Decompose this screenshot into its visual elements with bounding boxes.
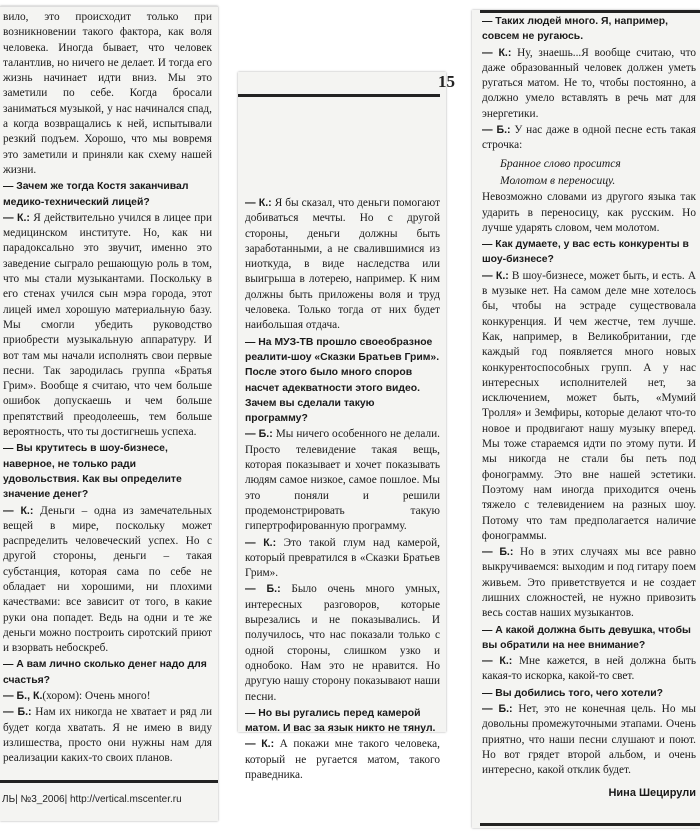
interview-answer [245, 196, 440, 334]
answer-text: В шоу-бизнесе, может быть, и есть. А в музыке нет. На самом деле мне хотелось бы, чтобы на эстраде существовала конкуренция. И чем жестче, тем лучше. Как, например, в Великобритании, где каждый год появляется много новых конкурентоспособных групп. А у нас интересных исполнителей нет, за исключением, может быть, «Мумий Тролля» и Земфиры, которые делают что-то новое и продвигают нашу музыку вперед. Мы тоже стараемся идти по этому пути. И мы никогда не стали бы петь под фонограмму. Это вне нашей эстетики. Поэтому нам иногда приходится очень тяжело с телевидением на разных шоу. Потому что там предполагается наличие фонограммы. [482, 269, 696, 542]
interview-answer [482, 123, 696, 154]
footer-rule [0, 780, 218, 783]
answer-text: Невозможно словами из другого языка так ударить в переносицу, как русским. Но лучше ударять словом, чем молотом. [482, 191, 696, 234]
answer-text: Деньги – одна из замечательных вещей в мире, поскольку может распределить человеческий успех. Но с другой стороны, деньги – такая субстанция, которая сама по себе не обладает ни хорошими, ни плохими качествами: все зависит от того, в какие руки она попадет. Ведь на одни и те же деньги можно построить сиротский приют и взорвать небоскреб. [3, 504, 212, 655]
speaker-label: — К.: [3, 504, 34, 517]
column-bottom-rule [480, 823, 700, 826]
answer-text: Нам их никогда не хватает и ряд ли будет когда хватать. Я не имею в виду излишества, просто они нужны нам для реализации каких-то своих планов. [3, 706, 212, 765]
answer-text: Я бы сказал, что деньги помогают добиваться мечты. Но с другой стороны, деньги должны быть заработанными, а не свалившимися из ниоткуда, в виде наследства или выигрыша в лотерею, например. К ним должны быть приложены воля и труд человека. Только тогда от них будет наибольшая отдача. [245, 197, 441, 332]
speaker-label: — Б.: [482, 703, 513, 716]
song-lyric-line: Бранное слово просится [500, 156, 621, 170]
interview-answer [482, 545, 696, 621]
interview-question: — Таких людей много. Я, например, совсем не ругаюсь. [482, 16, 669, 43]
interview-question: — Но вы ругались перед камерой матом. И вас за язык никто не тянул. [245, 707, 436, 735]
column-top-rule [480, 10, 700, 13]
interview-answer [482, 654, 696, 685]
interview-question: — Вы добились того, чего хотели? [482, 687, 663, 699]
answer-text: Я действительно учился в лицее при медицинском институте. Но, как ни парадоксально это звучит, именно это заведение сыграло решающую роль в том, что мы стали музыкантами. Поскольку в его стенах учился сын мэра города, этот лицей имел хорошую материальную базу. Мы смогли убедить руководство приобрести музыкальную аппаратуру. И вот там мы начали исполнять свои первые песни. Так зародилась группа «Братья Грим». Вообще я считаю, что чем больше ошибок допускаешь и чем больше препятствий преодолеешь, тем больше вероятность, что ты достигнешь успеха. [3, 211, 212, 439]
answer-text: А покажи мне такого человека, который не ругается матом, такого праведника. [245, 738, 440, 781]
answer-text: вило, это происходит только при возникновении такого фактора, как воля человека. Иногда бывает, что человек талантлив, но ничего не делает. И тогда его жизнь начинает идти вниз. Мы это заметили по себе. Когда бросали заниматься музыкой, у нас начинался спад, а когда возвращались к ней, испытывали резкий подъем. Хорошо, что мы вовремя это заметили и приняли как схему нашей жизни. [3, 11, 212, 176]
speaker-label: — Б., К. [3, 690, 43, 703]
interview-answer [245, 737, 440, 783]
interview-answer [245, 582, 440, 704]
speaker-label: — Б.: [482, 546, 514, 559]
answer-text: (хором): Очень много! [42, 690, 151, 703]
interview-question: — Зачем же тогда Костя заканчивал медико-технический лицей? [3, 181, 189, 208]
interview-question: — А вам лично сколько денег надо для счастья? [3, 659, 207, 686]
song-lyric-line: Молотом в переносицу. [500, 173, 616, 187]
interview-question: — Вы крутитесь в шоу-бизнесе, наверное, не только ради удовольствия. Как вы определите значение денег? [3, 443, 182, 501]
interview-answer [3, 689, 212, 704]
interview-answer [482, 269, 696, 544]
column-text [3, 10, 212, 767]
magazine-footer: ЛЬ| №3_2006| http://vertical.mscenter.ru [2, 794, 182, 805]
page-number: 15 [438, 72, 455, 91]
speaker-label: — Б.: [245, 583, 281, 596]
answer-text: Нет, это не конечная цель. Но мы довольны промежуточными этапами. Очень приятно, что наши песни слушают и поют. Но вот грядет второй альбом, и очень интересно, какой отклик будет. [482, 703, 697, 777]
answer-text: Это такой глум над камерой, который превратился в «Сказки Братьев Грим». [245, 536, 440, 580]
interview-answer [245, 427, 440, 534]
speaker-label: — Б.: [482, 124, 511, 137]
speaker-label: — К.: [245, 536, 277, 549]
page-number-rule [238, 94, 440, 97]
author-signature: Нина Шецирули [608, 786, 696, 799]
article-column-right [472, 10, 700, 828]
answer-text: Мне кажется, в ней должна быть какая-то искорка, какой-то свет. [482, 655, 696, 683]
interview-question: — А какой должна быть девушка, чтобы вы обратили на нее внимание? [482, 624, 691, 651]
interview-answer [3, 211, 212, 440]
column-text [245, 196, 440, 783]
interview-answer [482, 190, 696, 236]
interview-answer [3, 10, 212, 178]
interview-answer [245, 536, 440, 582]
speaker-label: — К.: [482, 655, 513, 668]
speaker-label: — К.: [482, 269, 509, 282]
answer-text: Но в этих случаях мы все равно выкручиваемся: выходим и под гитару поем живьем. Это приветствуется и не создает лишних сложностей, не нужно привозить весь состав наших музыкантов. [482, 546, 697, 620]
interview-question: — На МУЗ-ТВ прошло своеобразное реалити-шоу «Сказки Братьев Грим». После этого было много споров насчет адекватности этого видео. Зачем вы сделали такую программу? [245, 336, 440, 425]
speaker-label: — Б.: [3, 706, 32, 719]
speaker-label: — Б.: [245, 428, 273, 441]
speaker-label: — К.: [245, 197, 272, 209]
answer-text: Мы ничего особенного не делали. Просто телевидение такая вещь, которая показывает и хочет показывать людям самое низкое, самое пошлое. Мы это поняли и решили продемонстрировать такую гипертрофированную программу. [245, 428, 440, 533]
article-column-left [0, 6, 218, 821]
answer-text: У нас даже в одной песне есть такая строчка: [482, 124, 696, 152]
speaker-label: — К.: [482, 46, 512, 59]
interview-answer [482, 702, 696, 778]
speaker-label: — К.: [3, 211, 30, 224]
column-text [482, 14, 696, 779]
article-column-middle [238, 72, 455, 781]
interview-answer [3, 504, 212, 657]
speaker-label: — К.: [245, 738, 275, 751]
interview-question: — Как думаете, у вас есть конкуренты в шоу-бизнесе? [482, 239, 689, 266]
answer-text: Ну, знаешь...Я вообще считаю, что даже образованный человек должен уметь ругаться матом. Не то, чтобы постоянно, а должно умело вставлять в речь мат для энергетики. [482, 46, 697, 120]
answer-text: Было очень много умных, интересных разговоров, которые вырезались и не показывались. И получилось, что нас показали только с одной стороны, слишком узко и однобоко. Нам это не нравится. Но другую нашу сторону показывают наши песни. [245, 583, 441, 703]
interview-answer [3, 705, 212, 766]
column-cut-edge [0, 6, 218, 7]
interview-answer [482, 46, 696, 122]
